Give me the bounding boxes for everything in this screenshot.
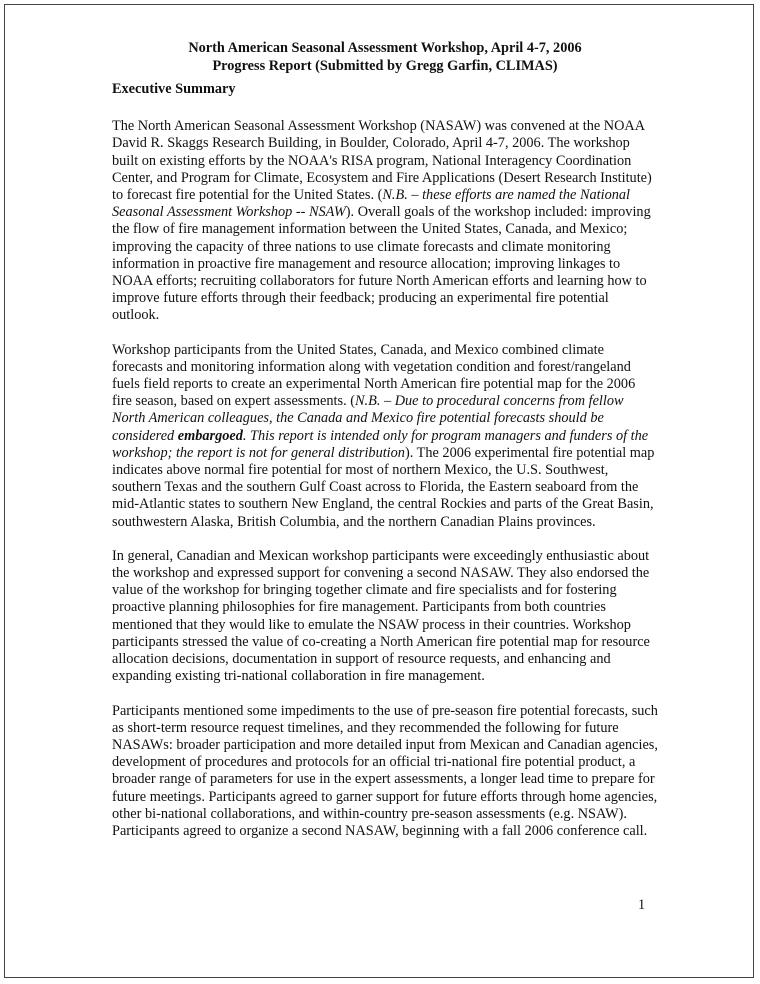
paragraph-2-text-a: Workshop participants from the United States, Canada, and Mexico combined climate forecasts and monitoring information along with vegetation condition and forest/rangeland fuels field reports to create an experimental North American fire potential map for the 2006 fire season, based on expert assessments. ( — [112, 341, 636, 410]
paragraph-3: In general, Canadian and Mexican workshop participants were exceedingly enthusiastic about the workshop and expressed support for convening a second NASAW. They also endorsed the value of the workshop for bringing together climate and fire specialists and for fostering proactive planning philosophies for fire management. Participants from both countries mentioned that they would like to emulate the NSAW process in their countries. Workshop participants stressed the value of co-creating a North American fire potential map for resource allocation decisions, documentation in support of resource requests, and enhancing and expanding existing tri-national collaboration in fire management. — [112, 547, 650, 685]
document-title-line-2: Progress Report (Submitted by Gregg Garfin, CLIMAS) — [212, 57, 558, 74]
paragraph-2-embargoed: embargoed — [177, 427, 243, 444]
document-title-line-1: North American Seasonal Assessment Workshop, April 4-7, 2006 — [188, 40, 582, 56]
page-number: 1 — [638, 897, 646, 913]
paragraph-1-text-a: The North American Seasonal Assessment Workshop (NASAW) was convened at the NOAA David R. Skaggs Research Building, in Boulder, Colorado, April 4-7, 2006. The workshop built on existing efforts by the NOAA's RISA program, National Interagency Coordination Center, and Program for Climate, Ecosystem and Fire Applications (Desert Research Institute) to forecast fire potential for the United States. ( — [112, 118, 652, 204]
paragraph-2-text-e: ). The 2006 experimental fire potential map indicates above normal fire potential for most of northern Mexico, the U.S. Southwest, southern Texas and the southern Gulf Coast across to Florida, the Eastern seaboard from the mid-Atlantic states to southern New England, the central Rockies and parts of the Great Basin, southwestern Alaska, British Columbia, and the northern Canadian Plains provinces. — [112, 444, 655, 530]
paragraph-2-note-d: . This report is intended only for program managers and funders of the workshop; the report is not for general distribution — [112, 427, 649, 461]
paragraph-1-text-c: ). Overall goals of the workshop included: improving the flow of fire management information between the United States, Canada, and Mexico; improving the capacity of three nations to use climate forecasts and climate monitoring information in proactive fire management and resource allocation; improving linkages to NOAA efforts; recruiting collaborators for future North American efforts and learning how to improve future efforts through their feedback; producing an experimental fire potential outlook. — [112, 204, 651, 324]
paragraph-1 — [112, 118, 658, 324]
document-body — [112, 40, 658, 840]
paragraph-4: Participants mentioned some impediments to the use of pre-season fire potential forecasts, such as short-term resource request timelines, and they recommended the following for future NASAWs: broader participation and more detailed input from Mexican and Canadian agencies, development of procedures and protocols for an official tri-national fire potential product, a broader range of parameters for use in the expert assessments, a longer lead time to prepare for future meetings. Participants agreed to garner support for future efforts through home agencies, other bi-national collaborations, and within-country pre-season assessments (e.g. NSAW). Participants agreed to organize a second NASAW, beginning with a fall 2006 conference call. — [112, 702, 658, 839]
paragraph-1-note: N.B. – these efforts are named the National Seasonal Assessment Workshop -- NSAW — [112, 187, 631, 221]
paragraph-2-note-b: N.B. – Due to procedural concerns from fellow North American colleagues, the Canada and Mexico fire potential forecasts should be considered — [112, 393, 624, 444]
paragraph-2 — [112, 342, 658, 531]
section-heading-executive-summary: Executive Summary — [112, 81, 236, 97]
